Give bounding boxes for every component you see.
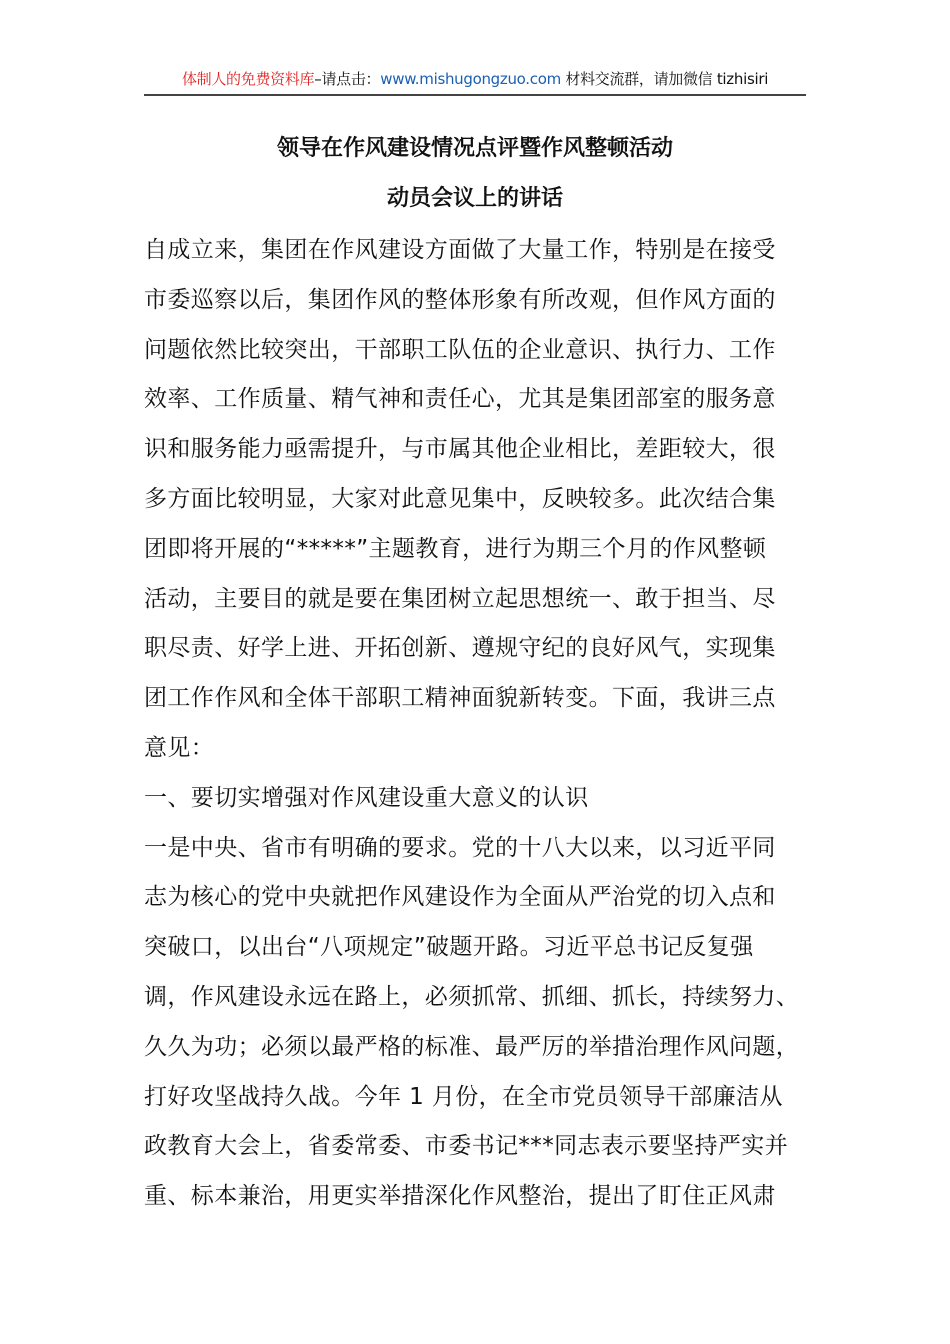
body-text-line: 突破口，以出台“八项规定”破题开路。习近平总书记反复强 xyxy=(144,934,754,961)
body-text-line: 一、要切实增强对作风建设重大意义的认识 xyxy=(144,784,589,811)
body-text-line: 团工作作风和全体干部职工精神面貌新转变。下面，我讲三点 xyxy=(144,685,776,712)
site-name: 体制人的免费资料库 xyxy=(181,70,315,88)
body-text-line: 自成立来，集团在作风建设方面做了大量工作，特别是在接受 xyxy=(144,237,776,263)
body-text-line: 识和服务能力亟需提升，与市属其他企业相比，差距较大，很 xyxy=(144,436,776,463)
header-prompt: –请点击： xyxy=(314,70,381,88)
body-text-line: 一是中央、省市有明确的要求。党的十八大以来，以习近平同 xyxy=(144,834,776,861)
document-title-line-2: 动员会议上的讲话 xyxy=(386,186,563,211)
body-text-line: 重、标本兼治，用更实举措深化作风整治，提出了盯住正风肃 xyxy=(144,1183,776,1210)
body-text-line: 市委巡察以后，集团作风的整体形象有所改观，但作风方面的 xyxy=(144,286,776,313)
body-text-line: 活动，主要目的就是要在集团树立起思想统一、敢于担当、尽 xyxy=(144,585,776,612)
body-text-line: 职尽责、好学上进、开拓创新、遵规守纪的良好风气，实现集 xyxy=(144,635,776,662)
body-text-line: 问题依然比较突出，干部职工队伍的企业意识、执行力、工作 xyxy=(144,336,776,363)
header-tail: 材料交流群，请加微信 tizhisiri xyxy=(560,70,769,88)
body-text-line: 政教育大会上，省委常委、市委书记***同志表示要坚持严实并 xyxy=(144,1133,789,1160)
body-text-line: 调，作风建设永远在路上，必须抓常、抓细、抓长，持续努力、 xyxy=(144,984,800,1010)
body-text-line: 久久为功；必须以最严格的标准、最严厉的举措治理作风问题， xyxy=(144,1033,800,1060)
body-text-line: 意见： xyxy=(144,735,215,761)
body-text-line: 团即将开展的“*****”主题教育，进行为期三个月的作风整顿 xyxy=(144,535,767,562)
body-text-line: 效率、工作质量、精气神和责任心，尤其是集团部室的服务意 xyxy=(144,386,776,413)
page-header xyxy=(144,68,806,96)
body-text-line: 多方面比较明显，大家对此意见集中，反映较多。此次结合集 xyxy=(144,486,776,512)
site-link[interactable]: www.mishugongzuo.com xyxy=(380,70,561,88)
document-title-line-1: 领导在作风建设情况点评暨作风整顿活动 xyxy=(276,136,673,161)
body-text-line: 志为核心的党中央就把作风建设作为全面从严治党的切入点和 xyxy=(144,884,776,911)
body-text-line: 打好攻坚战持久战。今年 1 月份，在全市党员领导干部廉洁从 xyxy=(144,1083,783,1110)
